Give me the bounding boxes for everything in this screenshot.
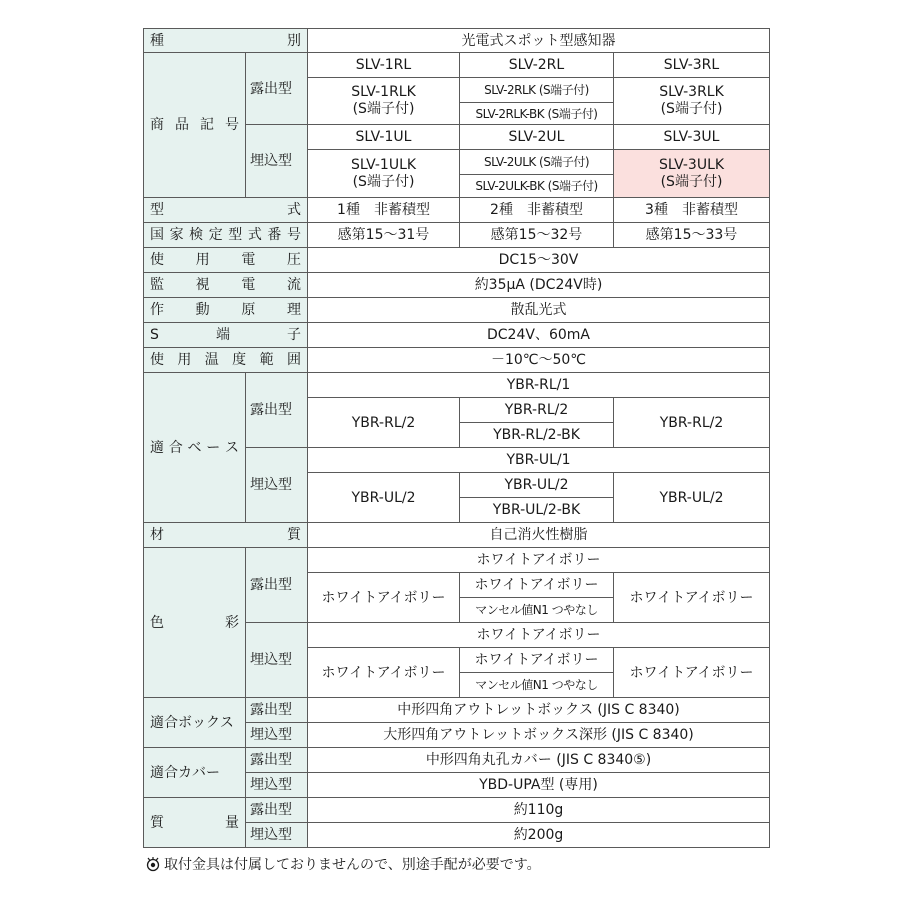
- model-e1k-sub: (S端子付): [352, 101, 415, 117]
- cover-exposed-label: 露出型: [246, 748, 308, 773]
- color-e1: ホワイトアイボリー: [308, 573, 460, 623]
- base-exposed-label: 露出型: [246, 373, 308, 448]
- model-e2kbk: SLV-2RLK-BK (S端子付): [460, 103, 614, 125]
- base-label: 適 合 ベ ー ス: [144, 373, 246, 523]
- box-exposed-label: 露出型: [246, 698, 308, 723]
- model-u2: SLV-2UL: [460, 125, 614, 150]
- current-label: 監 視 電 流: [144, 273, 308, 298]
- model-e1k: [308, 78, 460, 125]
- base-u3: YBR-UL/2: [614, 473, 770, 523]
- footnote: [145, 854, 541, 874]
- type-c3: 3種 非蓄積型: [614, 198, 770, 223]
- type-c2: 2種 非蓄積型: [460, 198, 614, 223]
- color-u3: ホワイトアイボリー: [614, 648, 770, 698]
- model-u3k-name: SLV-3ULK: [658, 156, 725, 173]
- model-u1k-name: SLV-1ULK: [350, 156, 417, 173]
- model-e3: SLV-3RL: [614, 53, 770, 78]
- model-e2k: SLV-2RLK (S端子付): [460, 78, 614, 103]
- model-e3k-sub: (S端子付): [660, 101, 723, 117]
- model-u3k: [614, 150, 770, 198]
- model-u2kbk: SLV-2ULK-BK (S端子付): [460, 175, 614, 198]
- sterm-label: S 端 子: [144, 323, 308, 348]
- box-label: 適合ボックス: [144, 698, 246, 748]
- current-value: 約35μA (DC24V時): [308, 273, 770, 298]
- model-u1: SLV-1UL: [308, 125, 460, 150]
- model-e3k-name: SLV-3RLK: [659, 84, 724, 100]
- model-u3: SLV-3UL: [614, 125, 770, 150]
- box-embedded-label: 埋込型: [246, 723, 308, 748]
- base-e3: YBR-RL/2: [614, 398, 770, 448]
- kind-label: 種 別: [144, 29, 308, 53]
- temp-value: －10℃～50℃: [308, 348, 770, 373]
- model-u2k: SLV-2ULK (S端子付): [460, 150, 614, 175]
- model-embedded-label: 埋込型: [246, 125, 308, 198]
- model-u1k: [308, 150, 460, 198]
- spec-table: [143, 28, 770, 848]
- model-e1: SLV-1RL: [308, 53, 460, 78]
- base-u1: YBR-UL/2: [308, 473, 460, 523]
- color-e-top: ホワイトアイボリー: [308, 548, 770, 573]
- base-e-top: YBR-RL/1: [308, 373, 770, 398]
- voltage-value: DC15～30V: [308, 248, 770, 273]
- model-exposed-label: 露出型: [246, 53, 308, 125]
- mass-u: 約200g: [308, 823, 770, 848]
- base-e2a: YBR-RL/2: [460, 398, 614, 423]
- cert-c2: 感第15～32号: [460, 223, 614, 248]
- box-e: 中形四角アウトレットボックス (JIS C 8340): [308, 698, 770, 723]
- model-e1k-name: SLV-1RLK: [351, 84, 416, 100]
- mass-e: 約110g: [308, 798, 770, 823]
- color-e2b: マンセル値N1 つやなし: [460, 598, 614, 623]
- type-c1: 1種 非蓄積型: [308, 198, 460, 223]
- cover-label: 適合カバー: [144, 748, 246, 798]
- base-e1: YBR-RL/2: [308, 398, 460, 448]
- mass-embedded-label: 埋込型: [246, 823, 308, 848]
- cert-label: 国 家 検 定 型 式 番 号: [144, 223, 308, 248]
- model-label: 商 品 記 号: [144, 53, 246, 198]
- principle-label: 作 動 原 理: [144, 298, 308, 323]
- cover-embedded-label: 埋込型: [246, 773, 308, 798]
- color-u2a: ホワイトアイボリー: [460, 648, 614, 673]
- color-label: 色 彩: [144, 548, 246, 698]
- color-u2b: マンセル値N1 つやなし: [460, 673, 614, 698]
- base-embedded-label: 埋込型: [246, 448, 308, 523]
- model-u3k-sub: (S端子付): [660, 173, 723, 190]
- caution-eye-icon: [145, 856, 161, 872]
- material-label: 材 質: [144, 523, 308, 548]
- type-label: 型 式: [144, 198, 308, 223]
- mass-label: 質 量: [144, 798, 246, 848]
- color-embedded-label: 埋込型: [246, 623, 308, 698]
- cert-c3: 感第15～33号: [614, 223, 770, 248]
- base-u-top: YBR-UL/1: [308, 448, 770, 473]
- sterm-value: DC24V、60mA: [308, 323, 770, 348]
- cover-e: 中形四角丸孔カバー (JIS C 8340⑤): [308, 748, 770, 773]
- mass-exposed-label: 露出型: [246, 798, 308, 823]
- color-u-top: ホワイトアイボリー: [308, 623, 770, 648]
- base-e2b: YBR-RL/2-BK: [460, 423, 614, 448]
- footnote-text: 取付金具は付属しておりませんので、別途手配が必要です。: [164, 857, 541, 873]
- color-e3: ホワイトアイボリー: [614, 573, 770, 623]
- base-u2b: YBR-UL/2-BK: [460, 498, 614, 523]
- cert-c1: 感第15～31号: [308, 223, 460, 248]
- color-exposed-label: 露出型: [246, 548, 308, 623]
- voltage-label: 使 用 電 圧: [144, 248, 308, 273]
- temp-label: 使 用 温 度 範 囲: [144, 348, 308, 373]
- model-e3k: [614, 78, 770, 125]
- base-u2a: YBR-UL/2: [460, 473, 614, 498]
- kind-value: 光電式スポット型感知器: [308, 29, 770, 53]
- box-u: 大形四角アウトレットボックス深形 (JIS C 8340): [308, 723, 770, 748]
- principle-value: 散乱光式: [308, 298, 770, 323]
- model-u1k-sub: (S端子付): [352, 173, 415, 190]
- color-e2a: ホワイトアイボリー: [460, 573, 614, 598]
- material-value: 自己消火性樹脂: [308, 523, 770, 548]
- color-u1: ホワイトアイボリー: [308, 648, 460, 698]
- model-e2: SLV-2RL: [460, 53, 614, 78]
- cover-u: YBD-UPA型 (専用): [308, 773, 770, 798]
